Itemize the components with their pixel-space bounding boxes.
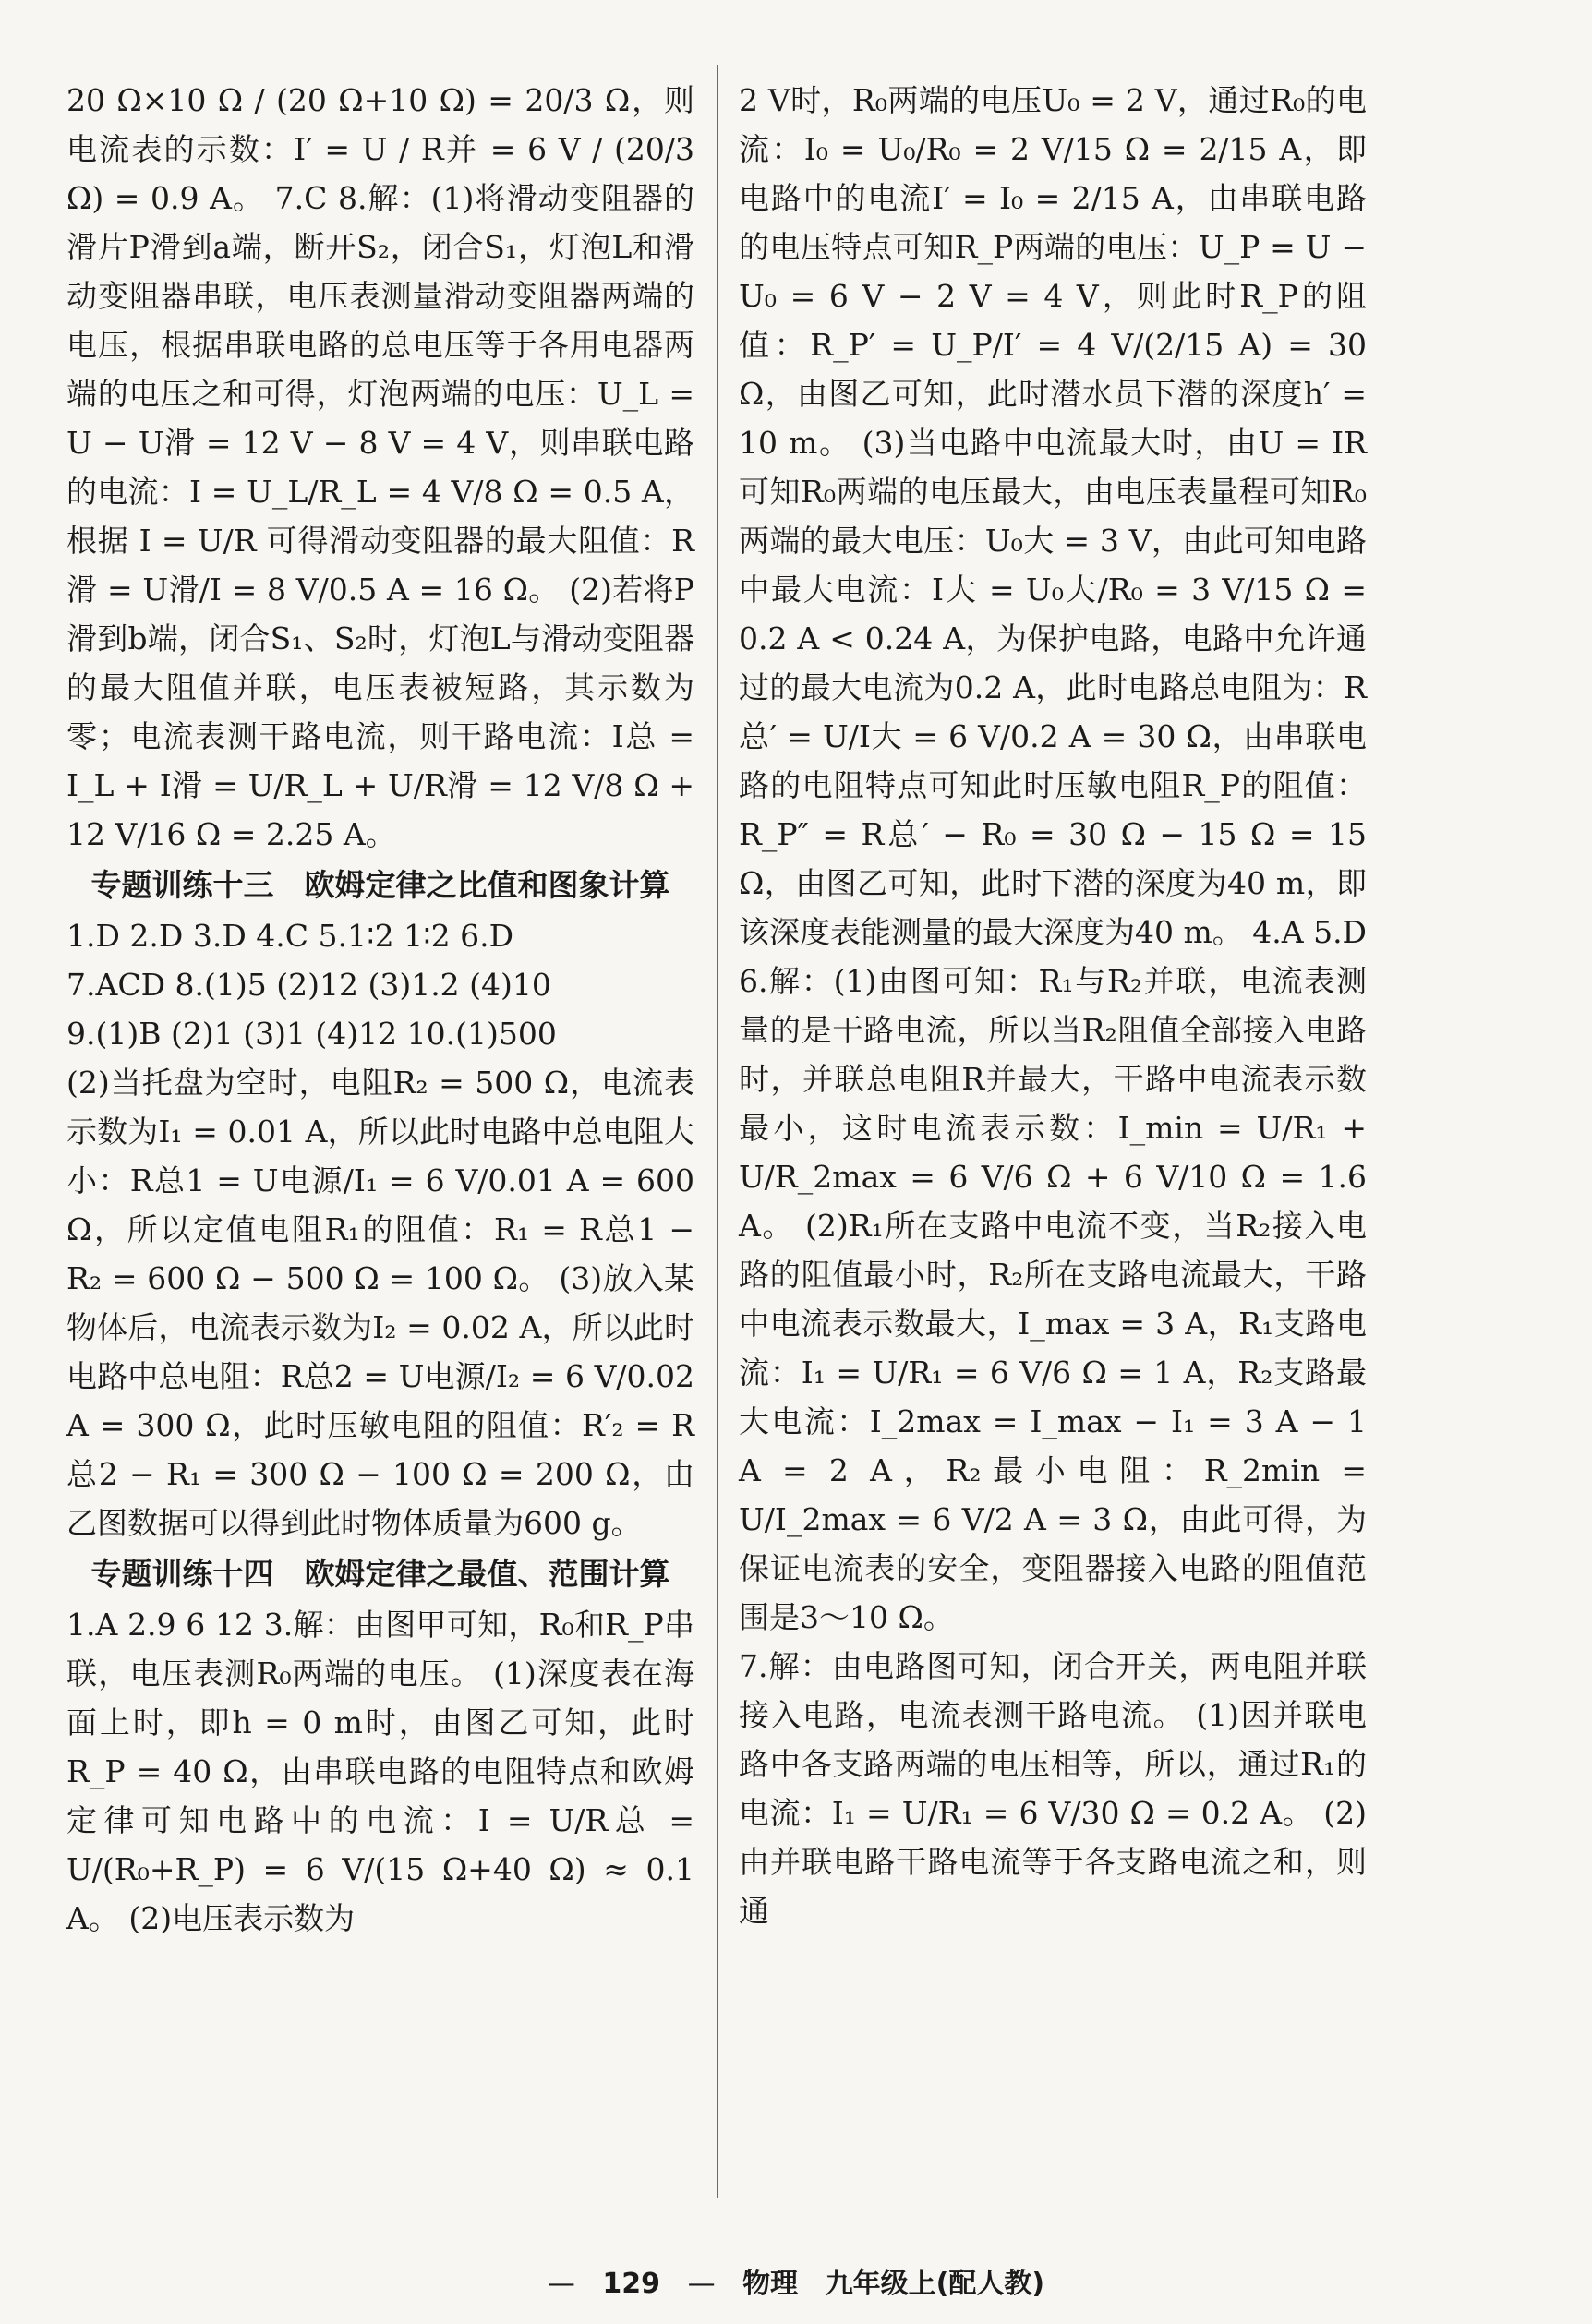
footer-subject: 物理 xyxy=(742,2268,799,2300)
left-column xyxy=(66,76,705,1943)
section-13-title: 专题训练十三 欧姆定律之比值和图象计算 xyxy=(90,867,670,903)
section-14-answer-text: 1.A 2.9 6 12 3.解：由图甲可知，R₀和R_P串联，电压表测R₀两端的电压。 (1)深度表在海面上时，即h = 0 m时，由图乙可知，此时R_P = 40 Ω，由串联电路的电阻特点和欧姆定律可知电路中的电流：I = U/R总 = U/(R₀+R_P) = 6 V/(15 Ω+40 Ω) ≈ 0.1 A。 (2)电压表示数为 xyxy=(66,1607,705,1936)
section-13-answer-line: 7.ACD 8.(1)5 (2)12 (3)1.2 (4)10 xyxy=(66,967,551,1003)
footer-grade: 九年级上(配人教) xyxy=(825,2268,1045,2300)
right-paragraph-1: 2 V时，R₀两端的电压U₀ = 2 V，通过R₀的电流：I₀ = U₀/R₀ = 2 V/15 Ω = 2/15 A，即电路中的电流I′ = I₀ = 2/15 A，由串联电路的电压特点可知R_P两端的电压：U_P = U − U₀ = 6 V − 2 V = 4 V，则此时R_P的阻值：R_P′ = U_P/I′ = 4 V/(2/15 A) = 30 Ω，由图乙可知，此时潜水员下潜的深度h′ = 10 m。 (3)当电路中电流最大时，由U = IR可知R₀两端的电压最大，由电压表量程可知R₀两端的最大电压：U₀大 = 3 V，由此可知电路中最大电流：I大 = U₀大/R₀ = 3 V/15 Ω = 0.2 A < 0.24 A，为保护电路，电路中允许通过的最大电流为0.2 A，此时电路总电阻为：R总′ = U/I大 = 6 V/0.2 A = 30 Ω，由串联电路的电阻特点可知此时压敏电阻R_P的阻值：R_P″ = R总′ − R₀ = 30 Ω − 15 Ω = 15 Ω，由图乙可知，此时下潜的深度为40 m，即该深度表能测量的最大深度为40 m。 4.A 5.D 6.解：(1)由图可知：R₁与R₂并联，电流表测量的是干路电流，所以当R₂阻值全部接入电路时，并联总电阻R并最大，干路中电流表示数最小，这时电流表示数：I_min = U/R₁ + U/R_2max = 6 V/6 Ω + 6 V/10 Ω = 1.6 A。 (2)R₁所在支路中电流不变，当R₂接入电路的阻值最小时，R₂所在支路电流最大，干路中电流表示数最大，I_max = 3 A，R₁支路电流：I₁ = U/R₁ = 6 V/6 Ω = 1 A，R₂支路最大电流：I_2max = I_max − I₁ = 3 A − 1 A = 2 A，R₂最小电阻：R_2min = U/I_2max = 6 V/2 A = 3 Ω，由此可得，为保证电流表的安全，变阻器接入电路的阻值范围是3～10 Ω。 xyxy=(739,82,1377,1635)
footer-dash-right: — xyxy=(687,2268,716,2300)
page-footer xyxy=(0,2260,1592,2301)
column-divider xyxy=(717,65,718,2198)
page-number: 129 xyxy=(602,2268,661,2300)
section-14-title: 专题训练十四 欧姆定律之最值、范围计算 xyxy=(90,1556,670,1592)
left-paragraph-1: 20 Ω×10 Ω / (20 Ω+10 Ω) = 20/3 Ω，则电流表的示数：I′ = U / R并 = 6 V / (20/3 Ω) = 0.9 A。 7.C 8.解：(1)将滑动变阻器的滑片P滑到a端，断开S₂，闭合S₁，灯泡L和滑动变阻器串联，电压表测量滑动变阻器两端的电压，根据串联电路的总电压等于各用电器两端的电压之和可得，灯泡两端的电压：U_L = U − U滑 = 12 V − 8 V = 4 V，则串联电路的电流：I = U_L/R_L = 4 V/8 Ω = 0.5 A，根据 I = U/R 可得滑动变阻器的最大阻值：R滑 = U滑/I = 8 V/0.5 A = 16 Ω。 (2)若将P滑到b端，闭合S₁、S₂时，灯泡L与滑动变阻器的最大阻值并联，电压表被短路，其示数为零；电流表测干路电流，则干路电流：I总 = I_L + I滑 = U/R_L + U/R滑 = 12 V/8 Ω + 12 V/16 Ω = 2.25 A。 xyxy=(66,82,705,852)
right-column xyxy=(739,76,1377,1935)
section-13-answer-line: 9.(1)B (2)1 (3)1 (4)12 10.(1)500 xyxy=(66,1016,557,1052)
section-13-answer-line: 1.D 2.D 3.D 4.C 5.1∶2 1∶2 6.D xyxy=(66,918,514,954)
footer-dash-left: — xyxy=(547,2268,575,2300)
right-paragraph-2: 7.解：由电路图可知，闭合开关，两电阻并联接入电路，电流表测干路电流。 (1)因并联电路中各支路两端的电压相等，所以，通过R₁的电流：I₁ = U/R₁ = 6 V/30 Ω = 0.2 A。 (2)由并联电路干路电流等于各支路电流之和，则通 xyxy=(739,1648,1367,1929)
section-13-answer-text: (2)当托盘为空时，电阻R₂ = 500 Ω，电流表示数为I₁ = 0.01 A，所以此时电路中总电阻大小：R总1 = U电源/I₁ = 6 V/0.01 A = 600 Ω，所以定值电阻R₁的阻值：R₁ = R总1 − R₂ = 600 Ω − 500 Ω = 100 Ω。 (3)放入某物体后，电流表示数为I₂ = 0.02 A，所以此时电路中总电阻：R总2 = U电源/I₂ = 6 V/0.02 A = 300 Ω，此时压敏电阻的阻值：R′₂ = R总2 − R₁ = 300 Ω − 100 Ω = 200 Ω，由乙图数据可以得到此时物体质量为600 g。 xyxy=(66,1065,705,1541)
